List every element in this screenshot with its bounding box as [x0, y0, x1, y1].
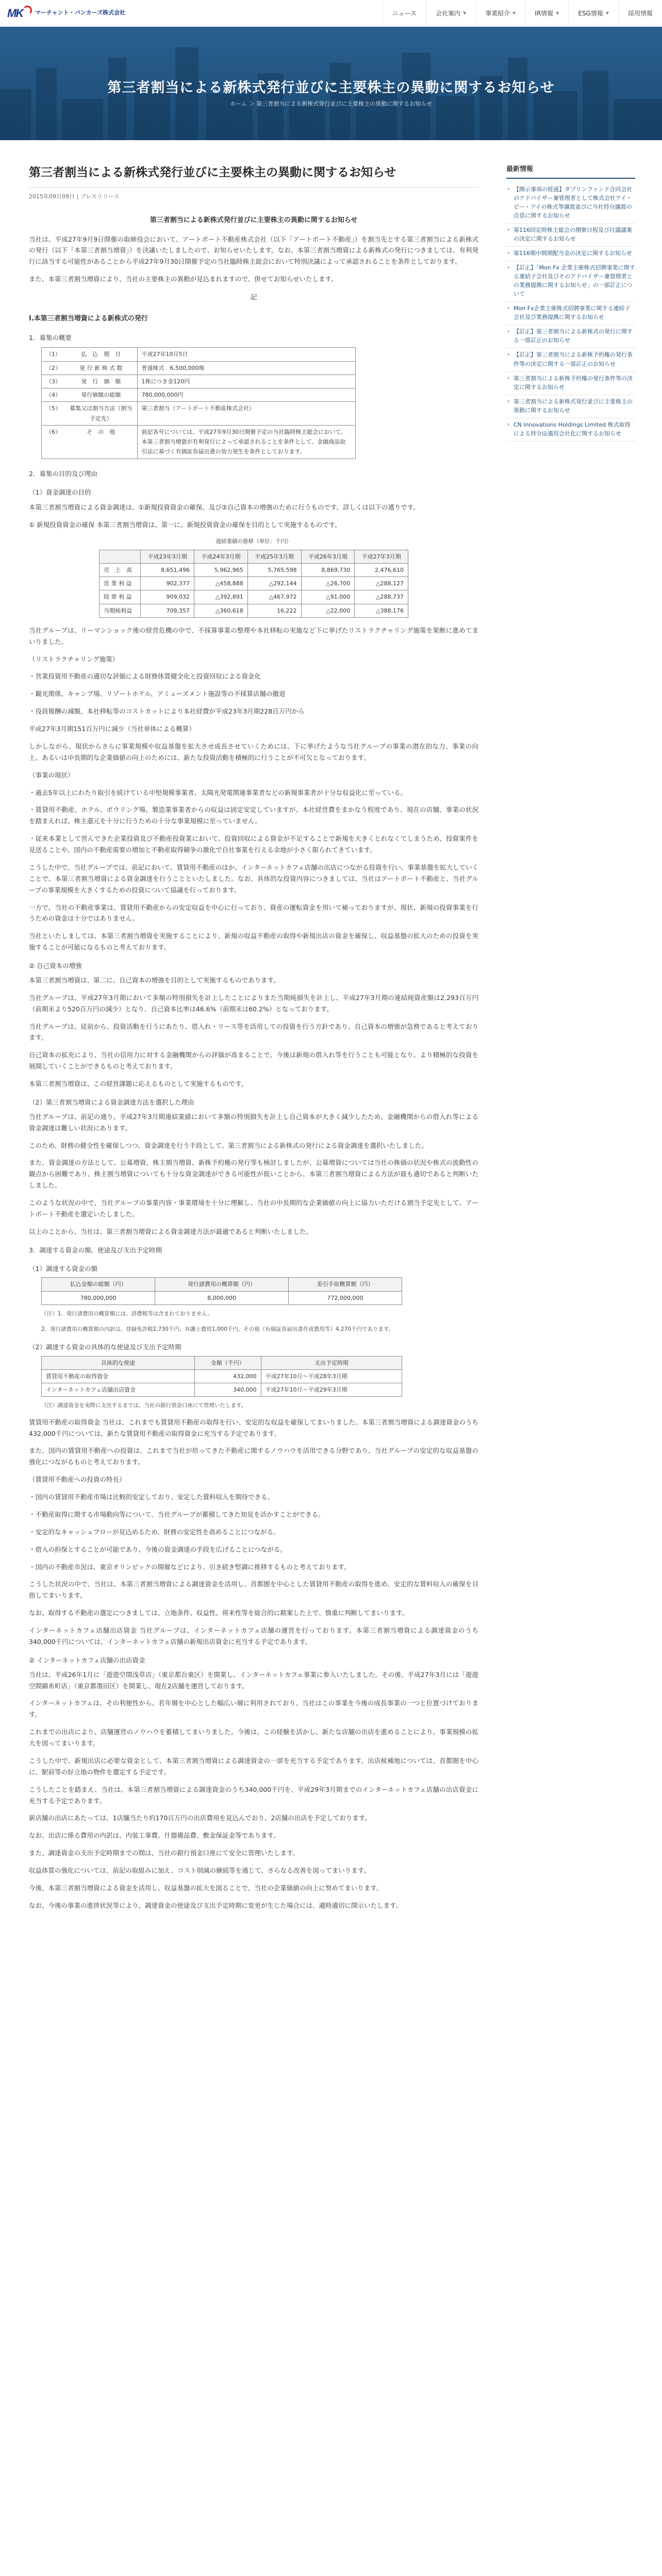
- table-row: [100, 590, 408, 604]
- table-cell: △288,127: [355, 577, 408, 590]
- capital-paragraphs: [29, 975, 478, 1090]
- paragraph: こうした中で、当社グループでは、前記において、賃貸用不動産のほか、インターネットカフェ店舗の出店につながる投資を行い、事業基盤を拡大していくことで、本第三者割当増資による資金調達を行うことといたしました。なお、具体的な投資内容につきましては、当社はアートポート不動産と、当社グループの事業規模を大きくするための投資について協議を行っております。: [29, 863, 478, 894]
- table-cell: △467,972: [247, 590, 301, 604]
- sidebar-news-link[interactable]: › 【訂正】「Mon Fx 企業主催株式招聘事業に関する連結子会社及びそのアドバイザー兼管理者との業務提携に関するお知らせ」の一部訂正について: [506, 261, 635, 302]
- paragraph: 当社グループは、リーマンショック後の経営危機の中で、不採算事業の整理や本社移転の実施など下に挙げたリストラクチャリング施策を果断に進めてまいりました。: [29, 626, 478, 646]
- table-row: [100, 604, 408, 617]
- sidebar-heading: 最新情報: [506, 164, 635, 179]
- intro-paragraphs: [29, 234, 478, 285]
- row-number: （2）: [42, 361, 65, 375]
- sidebar-news-link[interactable]: › 第三者割当による新株式発行並びに主要株主の異動に関するお知らせ: [506, 395, 635, 418]
- paragraph: こうしたことを踏まえ、当社は、本第三者割当増資による調達資金のうち340,000千円を、平成29年3月期までのインターネットカフェ店舗の出店資金に充当する予定であります。: [29, 1785, 478, 1805]
- table-cell: インターネットカフェ店舗出店資金: [42, 1383, 195, 1397]
- hero-banner: [0, 27, 662, 140]
- chevron-down-icon: ▼: [512, 11, 516, 15]
- paragraph: こうした状況の中で、当社は、本第三者割当増資による調達資金を活用し、首都圏を中心とした賃貸用不動産の取得を進め、安定的な賃料収入の確保を目指してまいります。: [29, 1580, 478, 1600]
- article-meta: 2015年09月09日 | プレスリリース: [29, 193, 120, 200]
- paragraph: 本第三者割当増資は、第二に、自己資本の増強を目的として実施するものであります。: [29, 976, 280, 984]
- nav-item[interactable]: [568, 0, 618, 27]
- financial-table: [99, 550, 408, 618]
- column-header: 発行諸費用の概算額（円）: [155, 1278, 288, 1291]
- method-paragraphs: [29, 1111, 478, 1238]
- logo-text: マーチャント・バンカーズ株式会社: [35, 9, 126, 16]
- paragraph: なお、今後の事業の進捗状況等により、調達資金の使途及び支出予定時期に変更が生じた場合には、適時適切に開示いたします。: [29, 1901, 403, 1909]
- paragraph: なお、出店に係る費用の内訳は、内装工事費、什器備品費、敷金保証金等であります。: [29, 1832, 280, 1840]
- table-note: （注）1．発行諸費用の概算額には、消費税等は含まれておりません。: [41, 1310, 213, 1317]
- paragraph: 当社といたしましては、本第三者割当増資を実施することにより、新規の収益不動産の取得や新規出店の資金を確保し、収益基盤の拡大のための投資を実施することが可能になるものと考えております。: [29, 932, 478, 952]
- paragraph: （事業の現状）: [29, 771, 74, 779]
- paragraph: ・営業投資用不動産の適切な評価による財務体質健全化と投資回収による資金化: [29, 672, 261, 681]
- nav-item-label: ESG情報: [578, 9, 603, 17]
- nav-item[interactable]: [475, 0, 525, 27]
- table-cell: △360,618: [194, 604, 248, 617]
- chevron-down-icon: ▼: [462, 11, 467, 15]
- paragraph: このため、財務の健全性を確保しつつ、資金調達を行う手段として、第三者割当による新株式の発行による資金調達を選択いたしました。: [29, 1141, 428, 1149]
- paragraph: 当社グループは、従前から、投資活動を行うにあたり、借入れ・リース等を活用しての投資を行う方針であり、自己資本の増強が急務であると考えております。: [29, 1022, 478, 1042]
- row-number: （4）: [42, 388, 65, 402]
- paragraph: 収益体質の強化については、前記の取組みに加え、コスト削減の継続等を通じて、さらなる改善を図ってまいります。: [29, 1867, 370, 1874]
- table-row: [100, 563, 408, 577]
- hero-title: 第三者割当による新株式発行並びに主要株主の異動に関するお知らせ: [107, 80, 555, 96]
- company-logo[interactable]: [7, 5, 125, 21]
- table-cell: 8,000,000: [155, 1291, 288, 1304]
- table-cell: △91,000: [301, 590, 355, 604]
- row-number: （6）: [42, 425, 65, 459]
- table-cell: 5,962,965: [194, 563, 248, 577]
- site-header: [0, 0, 662, 27]
- row-value: 780,000,000円: [137, 388, 356, 402]
- paragraph: しかしながら、現状からさらに事業規模や収益基盤を拡大させ成長させていくためには、下に挙げたような当社グループの事業の潜在的な力、事業の向上、あるいは中長期的な企業価値の向上のためには、新たな投資活動を積極的に行うことが不可欠となっております。: [29, 742, 478, 761]
- table-cell: 909,032: [141, 590, 194, 604]
- row-number: （1）: [42, 348, 65, 361]
- paragraph: 今後、本第三者割当増資による資金を活用し、収益基盤の拡大を図ることで、当社の企業価値の向上に努めてまいります。: [29, 1884, 383, 1892]
- table-cell: 8,651,496: [141, 563, 194, 577]
- column-header: 平成23年3月期: [141, 550, 194, 563]
- paragraph: ・国内の不動産市況は、東京オリンピックの開催などにより、引き続き堅調に推移するものと考えております。: [29, 1563, 351, 1571]
- table-cell: △392,891: [194, 590, 248, 604]
- breadcrumb: ホーム ＞ 第三者割当による新株式発行並びに主要株主の異動に関するお知らせ: [230, 100, 432, 107]
- row-number: （3）: [42, 375, 65, 388]
- nav-item-label: IR情報: [535, 9, 554, 17]
- table-cell: 平成27年10月〜平成28年3月期: [261, 1369, 402, 1383]
- paragraph: 平成27年3月期151百万円に減少（当社単体による概算）: [29, 725, 195, 733]
- table-row: [42, 402, 356, 426]
- document-heading: 第三者割当による新株式発行並びに主要株主の異動に関するお知らせ: [150, 216, 358, 224]
- table-cell: △458,888: [194, 577, 248, 590]
- paragraph: インターネットカフェ店舗出店資金 当社グループは、インターネットカフェ店舗の運営を行っております。本第三者割当増資による調達資金のうち340,000千円については、インターネットカフェ店舗の新規出店資金に充当する予定であります。: [29, 1626, 478, 1646]
- chevron-down-icon: ▼: [556, 11, 559, 15]
- paragraph: （リストラクチャリング施策）: [29, 655, 119, 663]
- paragraph: インターネットカフェは、その利便性から、若年層を中心とした幅広い層に利用されており、当社はこの事業を今後の成長事業の一つと位置づけております。: [29, 1699, 478, 1719]
- table-cell: 902,377: [141, 577, 194, 590]
- nav-item-label: 採用情報: [627, 9, 653, 17]
- table-row: [42, 361, 356, 375]
- subsection-funds-heading: 3．調達する資金の額、使途及び支出予定時期: [29, 1246, 162, 1254]
- paragraph: 賃貸用不動産の取得資金 当社は、これまでも賃貸用不動産の取得を行い、安定的な収益を確保してまいりました。本第三者割当増資による調達資金のうち432,000千円については、新たな賃貸用不動産の取得資金に充当する予定であります。: [29, 1418, 478, 1437]
- paragraph: ・賃貸用不動産、ホテル、ボウリング場、製造業事業者からの収益は固定安定していますが、本社経営費をまかなう程度であり、現在の店舗、事業の状況を踏まえれば、株主還元を十分に行うための十分な事業規模に至っていません。: [29, 806, 478, 825]
- column-header: 平成26年3月期: [301, 550, 355, 563]
- column-header: 差引手取概算額（円）: [288, 1278, 402, 1291]
- table-cell: △292,144: [247, 577, 301, 590]
- table-cell: 432,000: [194, 1369, 261, 1383]
- sidebar-news-link[interactable]: › 第116回定時株主総会の開催日程及び付議議案の決定に関するお知らせ: [506, 224, 635, 247]
- row-label: 募集又は割当方法（割当予定先）: [65, 402, 137, 426]
- table-cell: 2,476,610: [355, 563, 408, 577]
- table-cell: △22,000: [301, 604, 355, 617]
- paragraph: ・安定的なキャッシュフローが見込めるため、財務の安定性を高めることにつながる。: [29, 1528, 280, 1536]
- nav-item-label: ニュース: [392, 9, 417, 17]
- paragraph: また、国内の賃貸用不動産への投資は、これまで当社が培ってきた不動産に関するノウハウを活用できる分野であり、当社グループの安定的な収益基盤の強化につながるものと考えております。: [29, 1447, 478, 1466]
- funds-use-paragraphs: [29, 1417, 478, 1648]
- table-cell: 営 業 利 益: [100, 577, 141, 590]
- column-header: 具体的な使途: [42, 1356, 195, 1369]
- sidebar-news-link[interactable]: › 第116期中間期配当金の決定に関するお知らせ: [506, 247, 635, 261]
- row-label: そ の 他: [65, 425, 137, 459]
- paragraph: ・不動産取得に関する市場動向等について、当社グループが蓄積してきた知見を活かすことができる。: [29, 1510, 325, 1518]
- table-row: [42, 348, 356, 361]
- article: [29, 164, 478, 1918]
- subsection-netcafe-heading: ② インターネットカフェ店舗の出店資金: [29, 1656, 145, 1664]
- nav-item[interactable]: [525, 0, 568, 27]
- column-header: 平成25年3月期: [247, 550, 301, 563]
- subsection-purpose-a-heading: （1）資金調達の目的: [29, 488, 91, 496]
- section-1-heading: I.本第三者割当増資による新株式の発行: [29, 314, 148, 323]
- paragraph: 本第三者割当増資は、この経営課題に応えるものとして実施するものです。: [29, 1080, 248, 1088]
- column-header: 払込金額の総額（円）: [42, 1278, 155, 1291]
- subsection-funds-amount-heading: （1）調達する資金の額: [29, 1264, 97, 1273]
- paragraph: ・観光関係、キャンプ場、リゾートホテル、アミューズメント施設等の不採算店舗の撤退: [29, 690, 286, 698]
- paragraph: 当社グループは、前記の通り、平成27年3月期連結業績において多額の特別損失を計上し自己資本が大きく減少したため、金融機関からの借入れ等による資金調達は難しい状況にあります。: [29, 1112, 478, 1132]
- table-cell: 772,000,000: [288, 1291, 402, 1304]
- column-header: [100, 550, 141, 563]
- subsection-overview-heading: 1．募集の概要: [29, 333, 72, 342]
- closing-paragraphs: [29, 1865, 478, 1911]
- row-label: 発 行 新 株 式 数: [65, 361, 137, 375]
- table-note: （注）調達資金を実際に支出するまでは、当社の銀行預金口座にて管理いたします。: [41, 1402, 247, 1409]
- paragraph: 一方で、当社の不動産事業は、賃貸用不動産からの安定収益を中心に行っており、資産の運転資金を用いて補っておりますが、現状、新規の投資事業を行うための資金は十分ではありません。: [29, 903, 478, 923]
- paragraph: ・国内の賃貸用不動産市場は比較的安定しており、安定した賃料収入を期待できる。: [29, 1493, 274, 1501]
- paragraph: 当社は、平成26年1月に「遊遊空間浅草店」（東京都台東区）を開業し、インターネットカフェ事業に参入いたしました。その後、平成27年3月には「遊遊空間錦糸町店」（東京都墨田区）を開業し、現在2店舗を運営しております。: [29, 1670, 478, 1690]
- table-cell: 340,000: [194, 1383, 261, 1397]
- paragraph: ・過去5年以上にわたり取引を続けている中堅規模事業者、太陽光発電関連事業者などの新規事業者が十分な収益化に至っている。: [29, 788, 407, 796]
- paragraph: ・借入の担保とすることが可能であり、今後の資金調達の手段を広げることにつながる。: [29, 1545, 287, 1553]
- row-label: 発行価額の総額: [65, 388, 137, 402]
- row-value: 普通株式 6,500,000株: [137, 361, 356, 375]
- paragraph: ・従来本業として営んできた企業投資及び不動産投資業において、投資回収による資金が不足することで新規を大きくとれなくてしまうため、投資案件を見送ることや、国内の不動産需要の増加と不動産取得競争の激化で自社事業を行える余地が小さく限られてきています。: [29, 835, 478, 854]
- row-label: 払 込 期 日: [65, 348, 137, 361]
- table-row: [42, 388, 356, 402]
- financial-table-title: 連結業績の推移（単位：千円）: [216, 538, 292, 545]
- nav-item-label: 事業紹介: [485, 9, 510, 17]
- logo-mark: [7, 5, 32, 21]
- subsection-purpose-heading: 2．募集の目的及び理由: [29, 469, 97, 478]
- row-value: 1株につき金120円: [137, 375, 356, 388]
- restructuring-paragraphs: [29, 625, 478, 953]
- funds-use-table: [41, 1356, 402, 1397]
- purpose-paragraphs: [29, 502, 478, 531]
- paragraph: （賃貸用不動産への投資の特長）: [29, 1476, 126, 1484]
- paragraph: ・役員報酬の減額、本社移転等のコストカットにより本社経費が平成23年3月期228百万円から: [29, 707, 305, 716]
- row-value: 前記各号については、平成27年9月30日開催予定の当社臨時株主総会において、本第三者割当増資が有利発行によって承認されることを条件として、金融商品取引法に基づく有価証券届出書の効力発生を条件としております。: [137, 425, 356, 459]
- funds-amount-table: [41, 1277, 402, 1305]
- subsection-method-heading: （2）第三者割当増資による資金調達方法を選択した理由: [29, 1098, 194, 1106]
- row-value: 第三者割当（アートポート不動産株式会社）: [137, 402, 356, 426]
- row-label: 発 行 価 額: [65, 375, 137, 388]
- paragraph: 自己資本の拡充により、当社の信用力に対する金融機関からの評価が高まることで、今後は新規の借入れ等を行うことも可能となり、より積極的な投資を展開していくことができるものと考えております。: [29, 1051, 478, 1071]
- table-cell: 709,357: [141, 604, 194, 617]
- table-cell: 経 常 利 益: [100, 590, 141, 604]
- paragraph: 新店舗の出店にあたっては、1店舗当たり約170百万円の出店費用を見込んでおり、2店舗の出店を予定しております。: [29, 1814, 371, 1822]
- table-cell: △388,176: [355, 604, 408, 617]
- paragraph: ① 新規投資資金の確保 本第三者割当増資は、第一に、新規投資資金の確保を目的として実施するものです。: [29, 521, 341, 529]
- table-cell: 780,000,000: [42, 1291, 155, 1304]
- column-header: 平成24年3月期: [194, 550, 248, 563]
- table-row: [100, 577, 408, 590]
- nav-item[interactable]: [618, 0, 662, 27]
- column-header: 金額（千円）: [194, 1356, 261, 1369]
- table-cell: 当期純利益: [100, 604, 141, 617]
- table-cell: △288,737: [355, 590, 408, 604]
- article-title: 第三者割当による新株式発行並びに主要株主の異動に関するお知らせ: [29, 164, 478, 188]
- funds-amount-notes: [29, 1309, 478, 1334]
- paragraph: こうした中で、新規出店に必要な資金として、本第三者割当増資による調達資金の一部を充当する予定であります。出店候補地については、首都圏を中心に、駅前等の好立地の物件を選定する予定です。: [29, 1756, 478, 1776]
- table-row: [42, 1369, 402, 1383]
- column-header: 支出予定時期: [261, 1356, 402, 1369]
- paragraph: また、調達資金の支出予定時期までの間は、当社の銀行預金口座にて安全に管理いたします。: [29, 1849, 300, 1857]
- paragraph: なお、取得する不動産の選定につきましては、立地条件、収益性、将来性等を総合的に勘案した上で、慎重に判断してまいります。: [29, 1609, 409, 1617]
- table-cell: 8,869,730: [301, 563, 355, 577]
- row-value: 平成27年10月5日: [137, 348, 356, 361]
- nav-item-label: 会社案内: [435, 9, 460, 17]
- netcafe-paragraphs: [29, 1669, 478, 1859]
- table-note: 2．発行諸費用の概算額の内訳は、登録免許税2,730千円、弁護士費用1,000千円、その他（有価証券届出書作成費用等）4,270千円であります。: [41, 1326, 394, 1333]
- table-cell: 16,222: [247, 604, 301, 617]
- paragraph: 本第三者割当増資による資金調達は、①新規投資資金の確保、及び②自己資本の増強のために行うものです。詳しくは以下の通りです。: [29, 503, 420, 512]
- sidebar-news-link[interactable]: › 第三者割当による新株予約権の発行条件等の決定に関するお知らせ: [506, 372, 635, 395]
- sidebar-news-link[interactable]: › 【開示事項の経過】ダブリンファンド合同会社のアドバイザー兼管理者として株式会社アイ・ピー・アイの株式等譲渡並びに当社持分譲渡の合意に関するお知らせ: [506, 183, 635, 224]
- chevron-down-icon: ▼: [605, 11, 609, 15]
- paragraph: 以上のことから、当社は、第三者割当増資による資金調達方法が最適であると判断いたしました。: [29, 1227, 313, 1235]
- paragraph: また、本第三者割当増資により、当社の主要株主の異動が見込まれますので、併せてお知らせいたします。: [29, 275, 338, 283]
- table-cell: 平成27年10月〜平成29年3月期: [261, 1383, 402, 1397]
- paragraph: また、資金調達の方法として、公募増資、株主割当増資、新株予約権の発行等も検討しましたが、公募増資については当社の株価の状況や株式の流動性の観点から困難であり、株主割当増資についても十分な資金調達ができる可能性が低いことから、本第三者割当増資による方法が最も適切であると判断いたしました。: [29, 1159, 478, 1190]
- funds-use-notes: [29, 1401, 478, 1410]
- sidebar-news-link[interactable]: › 【訂正】第三者割当による新株予約権の発行条件等の決定に関する一部訂正のお知らせ: [506, 348, 635, 371]
- column-header: 平成27年3月期: [355, 550, 408, 563]
- logo-letters: MK: [7, 7, 23, 20]
- main-nav: [383, 0, 662, 27]
- table-row: [42, 425, 356, 459]
- sidebar-news-link[interactable]: › CN Innovations Holdings Limited 株式取得による持分法適用会社化に関するお知らせ: [506, 418, 635, 442]
- table-row: [42, 1383, 402, 1397]
- sidebar: [506, 164, 635, 442]
- table-cell: 売 上 高: [100, 563, 141, 577]
- sidebar-news-link[interactable]: › 【訂正】第三者割当による新株式の発行に関する一部訂正のお知らせ: [506, 325, 635, 348]
- paragraph: このような状況の中で、当社グループの事業内容・事業環境を十分に理解し、当社の中長期的な企業価値の向上に協力いただける割当予定先として、アートポート不動産を選定いたしました。: [29, 1199, 478, 1218]
- overview-table: [41, 347, 356, 459]
- logo-arc-icon: [23, 6, 32, 15]
- subsection-capital-heading: ② 自己資本の増強: [29, 962, 82, 970]
- row-number: （5）: [42, 402, 65, 426]
- paragraph: 当社グループは、平成27年3月期において多額の特別損失を計上したことによりまた当期純損失を計上し、平成27年3月期の連結純資産額は2,293百万円（前期末より520百万円の減少）となり、自己資本比率は46.6%（前期末は60.2%）となっております。: [29, 993, 478, 1013]
- table-cell: △26,700: [301, 577, 355, 590]
- subsection-funds-use-heading: （2）調達する資金の具体的な使途及び支出予定時期: [29, 1343, 181, 1351]
- sidebar-news-link[interactable]: › Mon Fx企業主催株式招聘事業に関する連結子会社及び業務提携に関するお知らせ: [506, 302, 635, 325]
- table-row: [42, 375, 356, 388]
- sidebar-news-list: [506, 183, 635, 442]
- nav-item[interactable]: [383, 0, 426, 27]
- ki-mark: 記: [250, 294, 257, 301]
- paragraph: これまでの出店により、店舗運営のノウハウを蓄積してまいりました。今後は、この経験を活かし、新たな店舗の出店を進めることにより、事業規模の拡大を図ってまいります。: [29, 1728, 478, 1747]
- nav-item[interactable]: [426, 0, 475, 27]
- table-cell: 5,765,598: [247, 563, 301, 577]
- paragraph: 当社は、平成27年9月9日開催の取締役会において、アートポート不動産株式会社（以下「アートポート不動産」）を割当先とする第三者割当による新株式の発行（以下「本第三者割当増資」）を決議いたしましたので、お知らせいたします。なお、本第三者割当増資による新株式の発行につきましては、有利発行に該当する可能性があることから平成27年9月30日開催予定の当社臨時株主総会において特別決議によって承認されることを条件としております。: [29, 235, 478, 266]
- table-cell: 賃貸用不動産の取得資金: [42, 1369, 195, 1383]
